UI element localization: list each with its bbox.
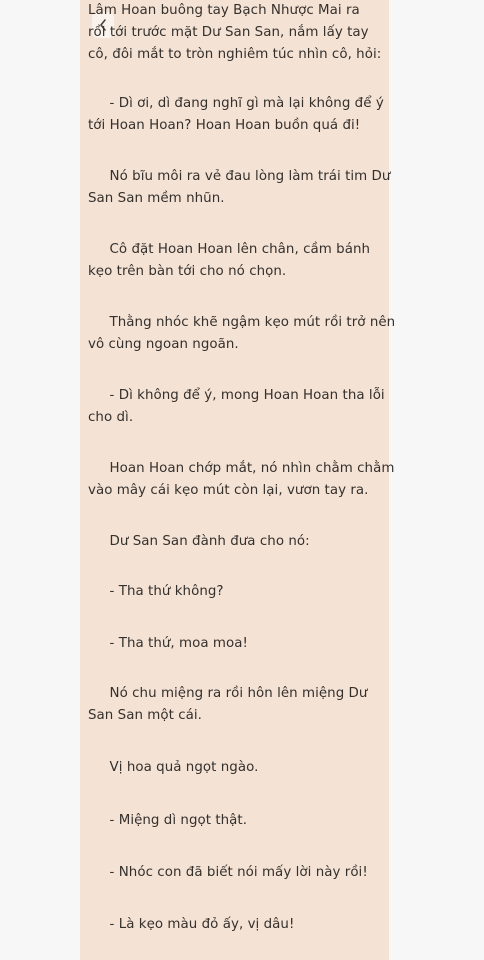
paragraph-line: Thằng nhóc khẽ ngậm kẹo mút rồi trở nên	[88, 315, 396, 330]
paragraph	[88, 239, 388, 283]
paragraph-line: Dư San San đành đưa cho nó:	[88, 534, 310, 549]
paragraph	[88, 0, 388, 66]
paragraph-line: - Dì không để ý, mong Hoan Hoan tha lỗi	[88, 388, 385, 403]
paragraph-line: Hoan Hoan chớp mắt, nó nhìn chằm chằm	[88, 461, 395, 476]
paragraph-line: Nó chu miệng ra rồi hôn lên miệng Dư	[88, 686, 368, 701]
paragraph	[88, 312, 396, 356]
paragraph-line: rồi tới trước mặt Dư San San, nắm lấy tay	[88, 25, 369, 40]
paragraph-line: vô cùng ngoan ngoãn.	[88, 337, 239, 352]
paragraph-line: tới Hoan Hoan? Hoan Hoan buồn quá đi!	[88, 118, 361, 133]
paragraph-line: - Dì ơi, dì đang nghĩ gì mà lại không để ý	[88, 96, 384, 111]
paragraph-line: Vị hoa quả ngọt ngào.	[88, 760, 259, 775]
paragraph-line: Lâm Hoan buông tay Bạch Nhược Mai ra	[88, 3, 360, 18]
paragraph-line: San San mềm nhũn.	[88, 191, 225, 206]
paragraph	[88, 581, 388, 603]
paragraph	[88, 385, 388, 429]
paragraph	[88, 531, 388, 553]
paragraph	[88, 93, 388, 137]
paragraph-line: - Tha thứ không?	[88, 584, 224, 599]
paragraph	[88, 166, 391, 210]
paragraph-line: vào mây cái kẹo mút còn lại, vươn tay ra.	[88, 483, 369, 498]
paragraph-line: - Là kẹo màu đỏ ấy, vị dâu!	[88, 917, 295, 932]
paragraph-line: - Tha thứ, moa moa!	[88, 636, 248, 651]
paragraph	[88, 810, 388, 832]
paragraph-line: kẹo trên bàn tới cho nó chọn.	[88, 264, 287, 279]
paragraph-line: Cô đặt Hoan Hoan lên chân, cầm bánh	[88, 242, 371, 257]
paragraph-line: - Nhóc con đã biết nói mấy lời này rồi!	[88, 865, 368, 880]
paragraph-line: cho dì.	[88, 410, 134, 425]
paragraph	[88, 862, 388, 884]
paragraph	[88, 633, 388, 655]
paragraph-line: - Miệng dì ngọt thật.	[88, 813, 248, 828]
paragraph-line: Nó bĩu môi ra vẻ đau lòng làm trái tim Dư	[88, 169, 391, 184]
paragraph	[88, 458, 395, 502]
paragraph-line: cô, đôi mắt to tròn nghiêm túc nhìn cô, hỏi:	[88, 47, 382, 62]
paragraph	[88, 757, 388, 779]
paragraph	[88, 914, 388, 936]
paragraph-line: San San một cái.	[88, 708, 202, 723]
paragraph	[88, 683, 388, 727]
